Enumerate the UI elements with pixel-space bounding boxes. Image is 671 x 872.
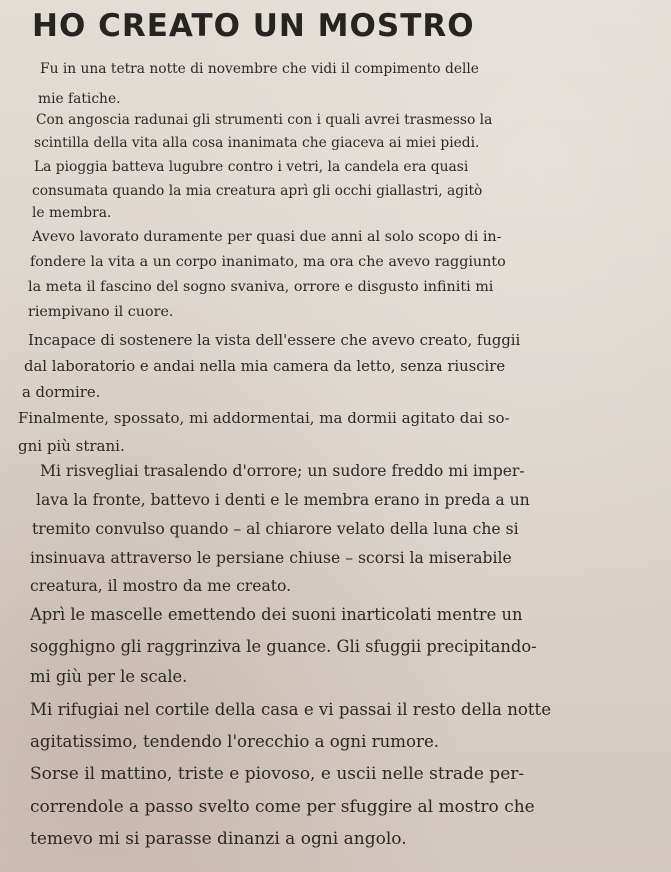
text-line: sogghigno gli raggrinziva le guance. Gli sfuggii precipitando- <box>30 637 537 656</box>
text-line: Avevo lavorato duramente per quasi due anni al solo scopo di in- <box>32 229 502 245</box>
text-line: temevo mi si parasse dinanzi a ogni angolo. <box>30 829 407 849</box>
text-line: Mi risvegliai trasalendo d'orrore; un sudore freddo mi imper- <box>40 462 525 480</box>
text-line: consumata quando la mia creatura aprì gli occhi giallastri, agitò <box>32 183 483 199</box>
text-line: a dormire. <box>22 384 101 401</box>
text-line: riempivano il cuore. <box>28 304 174 320</box>
text-line: la meta il fascino del sogno svaniva, orrore e disgusto infiniti mi <box>28 279 494 295</box>
text-line: creatura, il mostro da me creato. <box>30 577 292 595</box>
page-title: HO CREATO UN MOSTRO <box>32 8 475 44</box>
text-line: La pioggia batteva lugubre contro i vetri, la candela era quasi <box>34 159 469 175</box>
text-line: correndole a passo svelto come per sfuggire al mostro che <box>30 797 535 817</box>
text-line: Finalmente, spossato, mi addormentai, ma dormii agitato dai so- <box>18 409 510 427</box>
text-line: agitatissimo, tendendo l'orecchio a ogni rumore. <box>30 732 440 751</box>
text-line: mie fatiche. <box>38 91 121 107</box>
text-line: le membra. <box>32 205 112 221</box>
text-line: Fu in una tetra notte di novembre che vidi il compimento delle <box>40 61 479 77</box>
text-line: Aprì le mascelle emettendo dei suoni inarticolati mentre un <box>30 605 523 624</box>
text-line: fondere la vita a un corpo inanimato, ma ora che avevo raggiunto <box>30 254 506 270</box>
text-line: Con angoscia radunai gli strumenti con i quali avrei trasmesso la <box>36 112 493 128</box>
text-line: scintilla della vita alla cosa inanimata che giaceva ai miei piedi. <box>34 135 480 151</box>
text-line: gni più strani. <box>18 437 125 455</box>
text-line: dal laboratorio e andai nella mia camera da letto, senza riuscire <box>24 358 506 375</box>
text-line: tremito convulso quando – al chiarore velato della luna che si <box>32 520 519 538</box>
text-line: lava la fronte, battevo i denti e le membra erano in preda a un <box>36 491 530 509</box>
text-line: insinuava attraverso le persiane chiuse – scorsi la miserabile <box>30 549 512 567</box>
text-line: Incapace di sostenere la vista dell'essere che avevo creato, fuggii <box>28 332 521 349</box>
text-line: Sorse il mattino, triste e piovoso, e uscii nelle strade per- <box>30 764 525 784</box>
text-line: Mi rifugiai nel cortile della casa e vi passai il resto della notte <box>30 700 552 719</box>
text-line: mi giù per le scale. <box>30 667 188 686</box>
